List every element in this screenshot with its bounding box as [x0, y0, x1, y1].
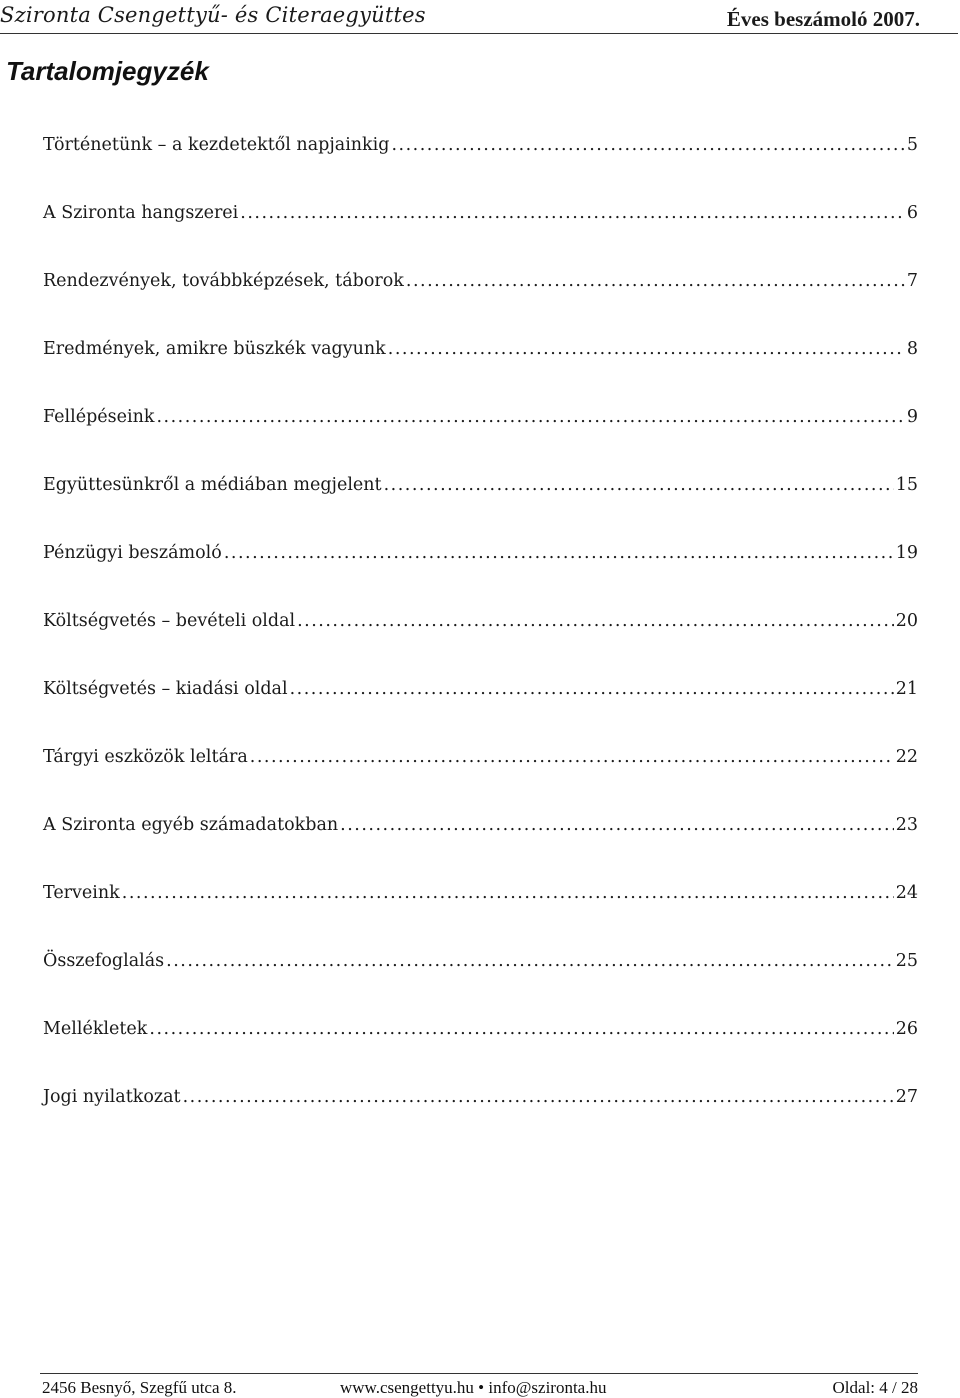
dot-leader	[388, 332, 905, 366]
toc-entry-label: Terveink	[43, 883, 120, 903]
toc-entry[interactable]	[43, 400, 918, 468]
toc-entry-label: Együttesünkről a médiában megjelent	[43, 475, 382, 495]
toc-entry[interactable]	[43, 332, 918, 400]
toc-entry-page: 26	[895, 1019, 918, 1039]
toc-entry-page: 21	[895, 679, 918, 699]
dot-leader	[156, 400, 904, 434]
toc-entry-label: Tárgyi eszközök leltára	[43, 747, 248, 767]
toc-entry[interactable]	[43, 1080, 918, 1148]
footer-page-number: Oldal: 4 / 28	[832, 1378, 918, 1397]
toc-entry-label: Összefoglalás	[43, 951, 165, 971]
toc-entry[interactable]	[43, 536, 918, 604]
toc-entry[interactable]	[43, 1012, 918, 1080]
footer-divider	[40, 1373, 918, 1374]
dot-leader	[340, 808, 894, 842]
toc-entry-label: Költségvetés – kiadási oldal	[43, 679, 288, 699]
footer-contact: www.csengettyu.hu • info@szironta.hu	[340, 1378, 607, 1397]
toc-entry[interactable]	[43, 876, 918, 944]
toc-entry-page: 27	[895, 1087, 918, 1107]
dot-leader	[391, 128, 904, 162]
toc-entry-label: A Szironta egyéb számadatokban	[43, 815, 339, 835]
footer-address: 2456 Besnyő, Szegfű utca 8.	[42, 1378, 237, 1397]
toc-entry[interactable]	[43, 672, 918, 740]
dot-leader	[240, 196, 905, 230]
toc-entry-page: 15	[895, 475, 918, 495]
toc-entry-label: Eredmények, amikre büszkék vagyunk	[43, 339, 386, 359]
dot-leader	[297, 604, 894, 638]
toc-entry-page: 25	[895, 951, 918, 971]
toc-entry-page: 5	[906, 135, 918, 155]
header-divider	[0, 33, 958, 34]
dot-leader	[149, 1012, 893, 1046]
toc-entry-label: A Szironta hangszerei	[43, 203, 239, 223]
dot-leader	[290, 672, 894, 706]
dot-leader	[122, 876, 894, 910]
toc-entry-label: Pénzügyi beszámoló	[43, 543, 222, 563]
toc-entry-label: Mellékletek	[43, 1019, 148, 1039]
toc-entry-label: Költségvetés – bevételi oldal	[43, 611, 296, 631]
dot-leader	[166, 944, 894, 978]
toc-entry-label: Történetünk – a kezdetektől napjainkig	[43, 135, 390, 155]
toc-entry-page: 19	[895, 543, 918, 563]
page-footer	[40, 1378, 918, 1396]
toc-entry[interactable]	[43, 264, 918, 332]
page-header	[0, 0, 960, 36]
dot-leader	[384, 468, 894, 502]
toc-entry-page: 24	[895, 883, 918, 903]
header-org-name: Szironta Csengettyű- és Citeraegyüttes	[0, 3, 426, 27]
toc-entry[interactable]	[43, 740, 918, 808]
toc-entry[interactable]	[43, 604, 918, 672]
dot-leader	[250, 740, 894, 774]
toc-entry-page: 7	[906, 271, 918, 291]
table-of-contents	[43, 128, 918, 1148]
toc-entry-label: Fellépéseink	[43, 407, 155, 427]
toc-entry-page: 6	[906, 203, 918, 223]
toc-entry-page: 23	[895, 815, 918, 835]
toc-entry[interactable]	[43, 808, 918, 876]
toc-entry[interactable]	[43, 944, 918, 1012]
toc-entry-page: 9	[906, 407, 918, 427]
dot-leader	[406, 264, 905, 298]
header-report-title: Éves beszámoló 2007.	[726, 7, 920, 31]
toc-entry[interactable]	[43, 196, 918, 264]
dot-leader	[224, 536, 894, 570]
toc-entry-label: Rendezvények, továbbképzések, táborok	[43, 271, 404, 291]
toc-entry-page: 8	[906, 339, 918, 359]
toc-entry-page: 20	[895, 611, 918, 631]
toc-entry-page: 22	[895, 747, 918, 767]
dot-leader	[183, 1080, 894, 1114]
toc-title: Tartalomjegyzék	[6, 56, 209, 86]
toc-entry[interactable]	[43, 128, 918, 196]
toc-entry[interactable]	[43, 468, 918, 536]
toc-entry-label: Jogi nyilatkozat	[43, 1087, 181, 1107]
